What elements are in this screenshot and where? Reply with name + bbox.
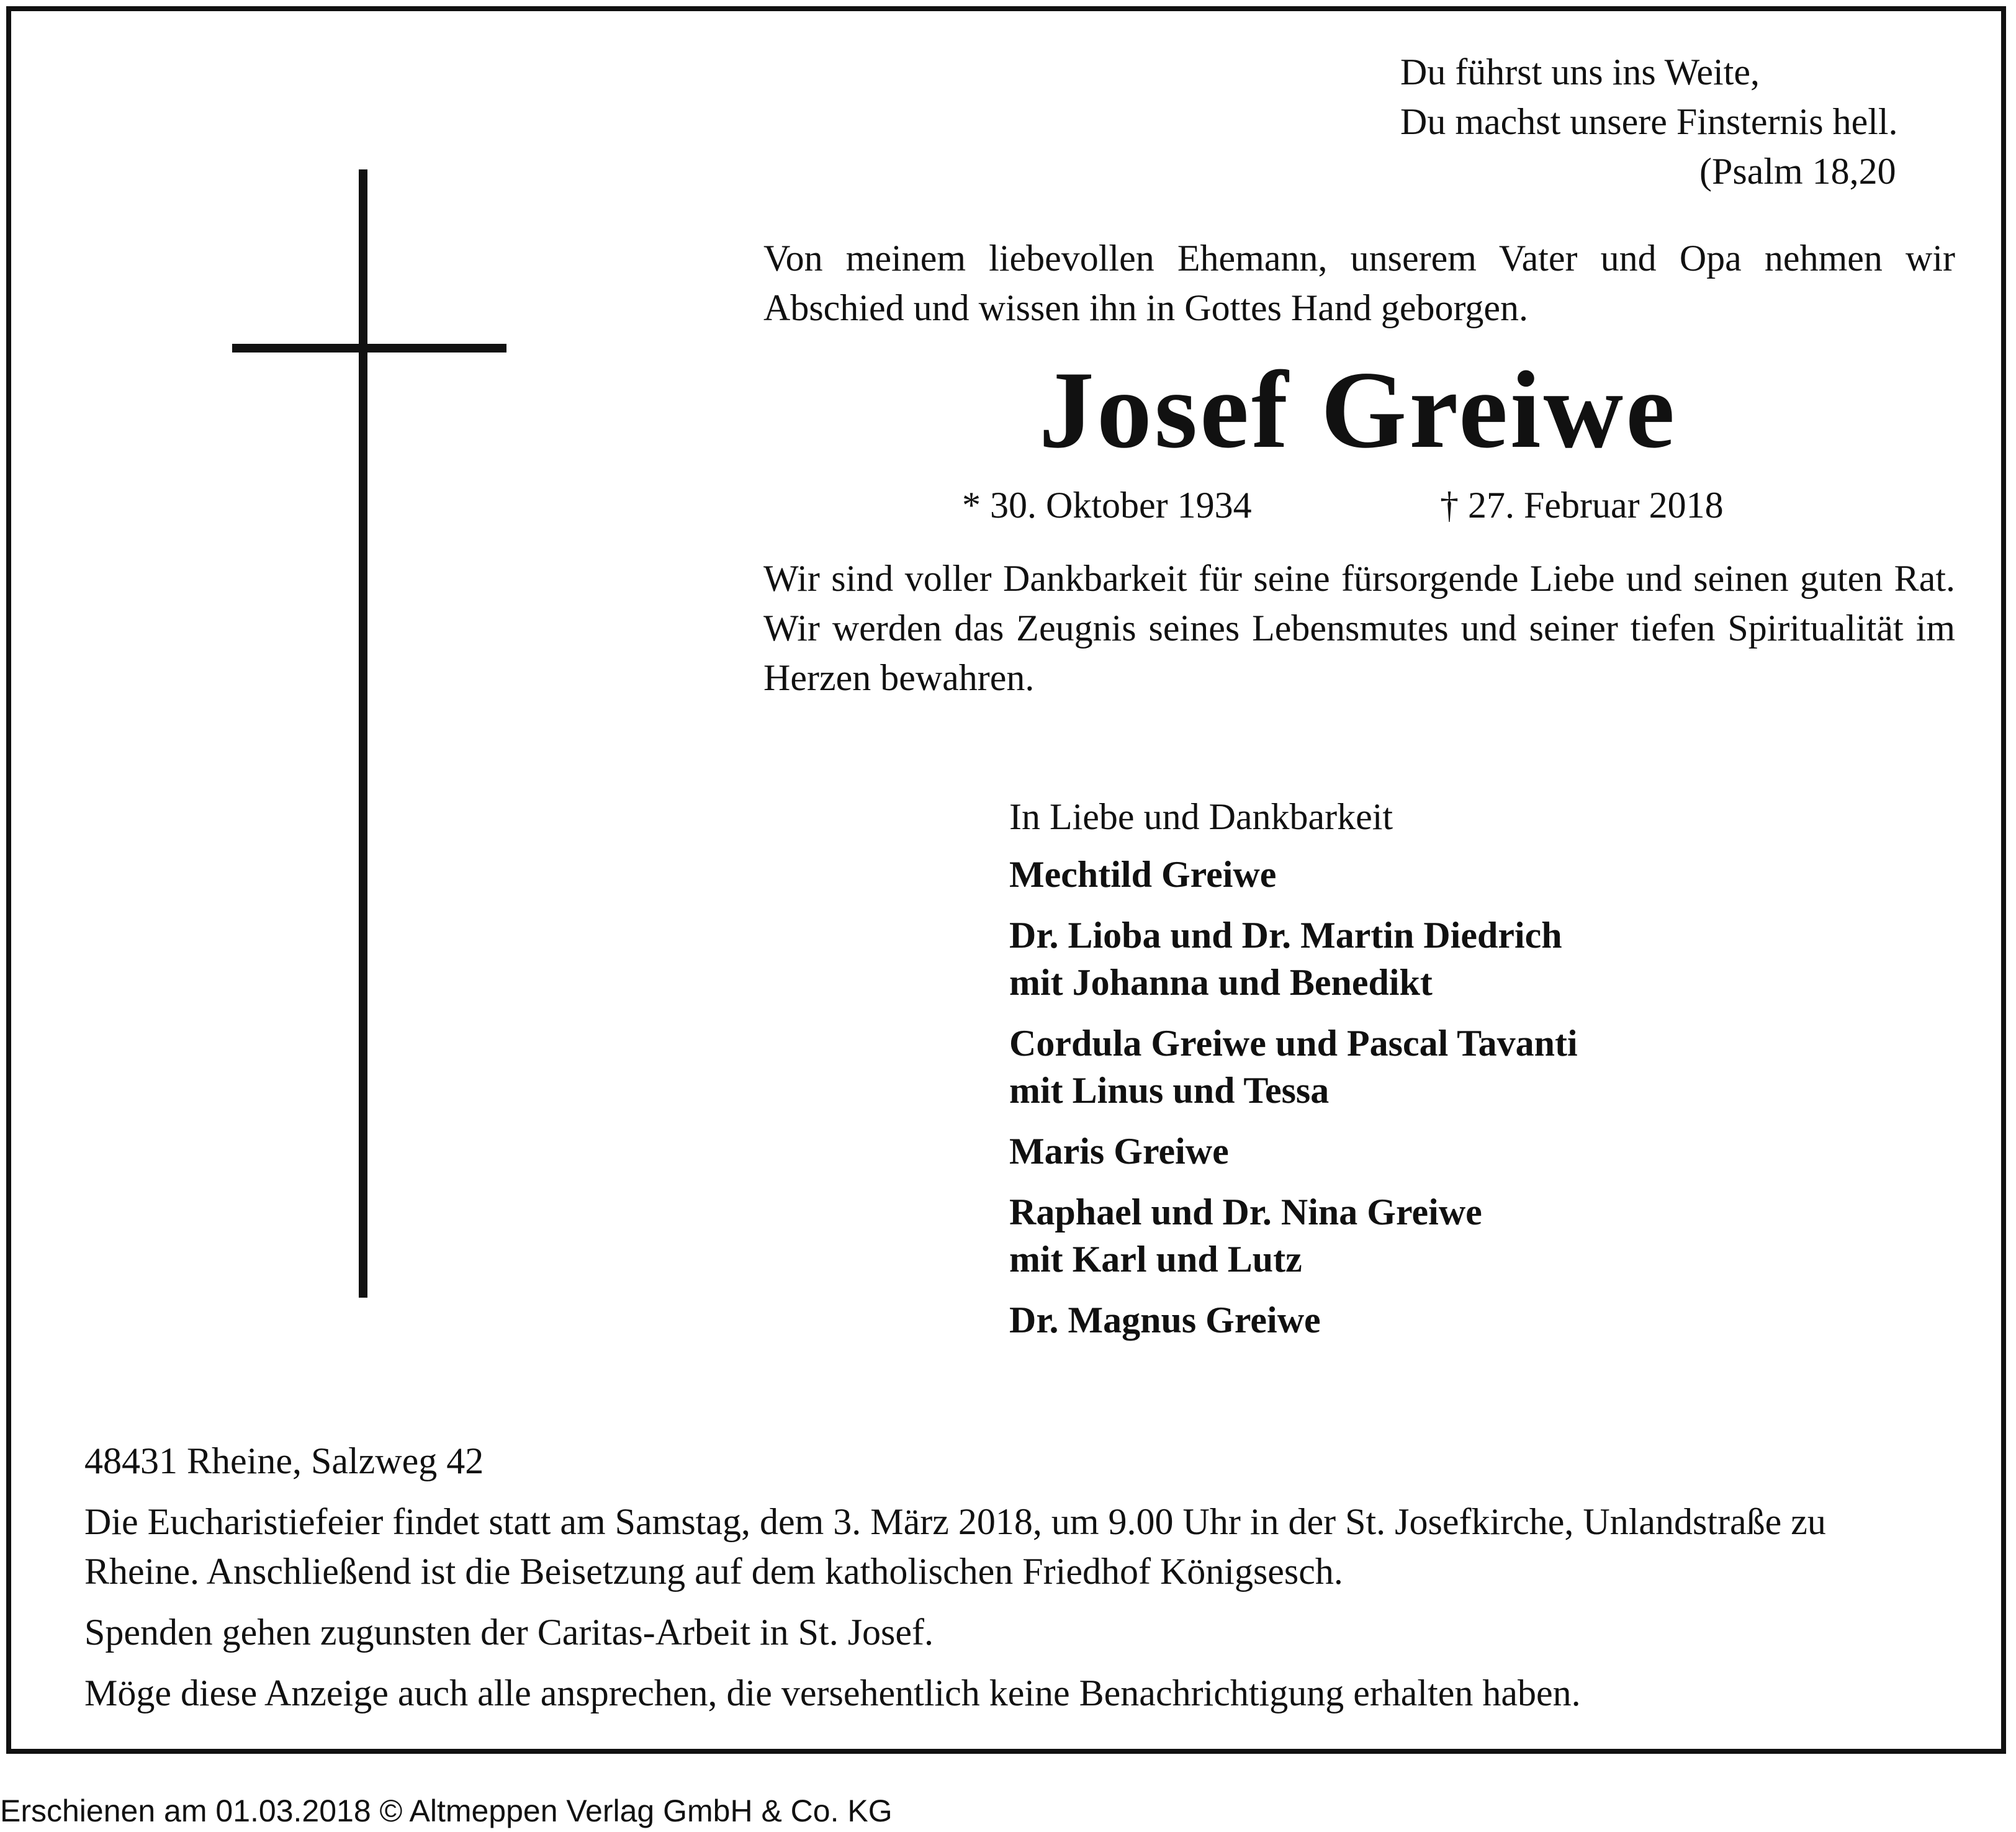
family-member [1009,851,1578,898]
family-member [1009,912,1578,1006]
deceased-name: Josef Greiwe [1038,348,1678,471]
family-member-children: mit Linus und Tessa [1009,1070,1330,1111]
family-member [1009,1128,1578,1175]
family-member-line: Cordula Greiwe und Pascal Tavanti [1009,1023,1578,1064]
family-member-children: mit Karl und Lutz [1009,1239,1302,1280]
service-info [84,1436,1934,1729]
family-member [1009,1020,1578,1114]
cross-icon-vertical [359,169,367,1298]
publication-footer: Erschienen am 01.03.2018 © Altmeppen Verlag GmbH & Co. KG [0,1794,893,1828]
family-member-line: Raphael und Dr. Nina Greiwe [1009,1192,1482,1233]
psalm-line-2: Du machst unsere Finsternis hell. [1400,101,1898,142]
intro-text: Von meinem liebevollen Ehemann, unserem Vater und Opa nehmen wir Abschied und wissen ihn in Gottes Hand geborgen. [763,238,1955,328]
family-member [1009,1188,1578,1283]
donations-text: Spenden gehen zugunsten der Caritas-Arbeit in St. Josef. [84,1612,934,1653]
birth-date: * 30. Oktober 1934 [962,485,1252,526]
psalm-reference: (Psalm 18,20 [1699,151,1896,192]
address: 48431 Rheine, Salzweg 42 [84,1440,484,1481]
cross-icon-horizontal [232,344,506,352]
family-member-line: Dr. Lioba und Dr. Martin Diedrich [1009,915,1562,956]
obituary-frame [6,6,2006,1754]
family-member [1009,1296,1578,1344]
notice-text: Möge diese Anzeige auch alle ansprechen, die versehentlich keine Benachrichtigung erhalten haben. [84,1673,1581,1713]
family-member-line: Mechtild Greiwe [1009,854,1277,895]
psalm-quote [1400,47,1898,196]
family-member-line: Maris Greiwe [1009,1131,1229,1172]
psalm-line-1: Du führst uns ins Weite, [1400,52,1760,92]
thanks-text: Wir sind voller Dankbarkeit für seine fürsorgende Liebe und seinen guten Rat. Wir werden das Zeugnis seines Lebensmutes und seiner tiefen Spiritualität im Herzen bewahren. [763,558,1955,698]
signoff: In Liebe und Dankbarkeit [1009,796,1393,837]
family-member-children: mit Johanna und Benedikt [1009,962,1433,1003]
ceremony-text: Die Eucharistiefeier findet statt am Samstag, dem 3. März 2018, um 9.00 Uhr in der St. Josefkirche, Unlandstraße zu Rheine. Anschließend ist die Beisetzung auf dem katholischen Friedhof Königsesch. [84,1501,1826,1592]
family-member-line: Dr. Magnus Greiwe [1009,1300,1321,1340]
death-date: † 27. Februar 2018 [1440,485,1724,526]
family-list [1009,851,1578,1357]
